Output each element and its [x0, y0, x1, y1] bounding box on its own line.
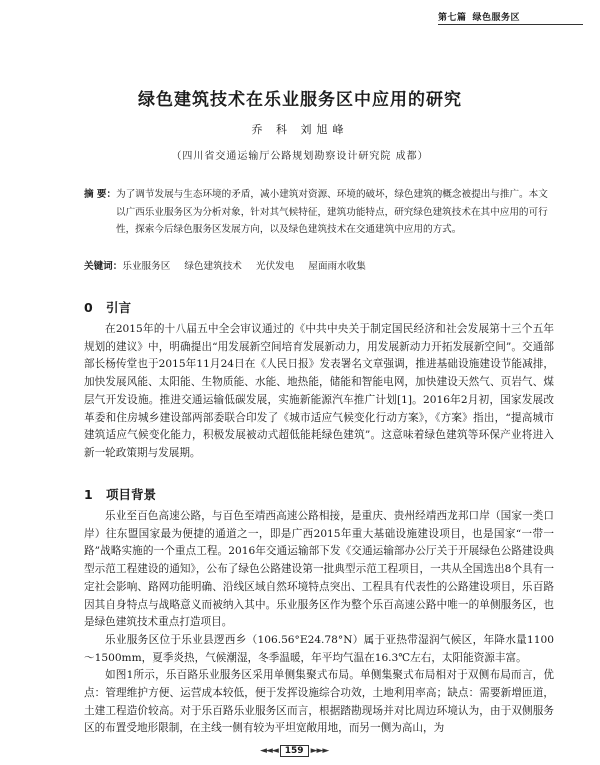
- paragraph: 如图1所示，乐百路乐业服务区采用单侧集聚式布局。单侧集聚式布局相对于双侧布局而言，优点：管理维护方便、运营成本较低，便于发挥设施综合功效，土地利用率高；缺点：需要新增匝道，土建工程造价较高。对于乐百路乐业服务区而言，根据踏勘现场并对比周边环境认为，由于双侧服务区的布置受地形限制，在主线一侧有较为平坦宽敞用地，而另一侧为高山，为: [84, 669, 554, 735]
- abstract-block: [84, 186, 550, 239]
- section-title: 项目背景: [106, 487, 157, 502]
- keywords-label: 关键词：: [84, 261, 123, 272]
- keyword: 光伏发电: [255, 261, 295, 272]
- abstract-text: 为了调节发展与生态环境的矛盾，减小建筑对资源、环境的破坏，绿色建筑的概念被提出与推广。本文以广西乐业服务区为分析对象，针对其气候特征，建筑功能特点，研究绿色建筑技术在其中应用的可行性，探索今后绿色服务区发展方向，以及绿色建筑技术在交通建筑中应用的方式。: [116, 189, 548, 235]
- running-header: [438, 10, 520, 23]
- keyword: 乐业服务区: [122, 261, 171, 272]
- keywords-block: [84, 258, 554, 275]
- paper-affiliation: （四川省交通运输厅公路规划勘察设计研究院 成都）: [171, 151, 429, 162]
- header-rule: [438, 24, 583, 25]
- folio-left-ornament: ◄◄◄: [260, 746, 278, 756]
- running-header-chapter: 第七篇: [438, 13, 467, 23]
- page-footer: [260, 746, 328, 756]
- paragraph: 乐业至百色高速公路，与百色至靖西高速公路相接，是重庆、贵州经靖西龙邦口岸（国家一类口岸）往东盟国家最为便捷的通道之一，即是广西2015年重大基础设施建设项目，也是国家“一带一路”战略实施的一个重点工程。2016年交通运输部下发《交通运输部办公厅关于开展绿色公路建设典型示范工程建设的通知》，公布了绿色公路建设第一批典型示范工程项目，一共从全国选出8个具有一定社会影响、路网功能明确、沿线区域自然环境特点突出、工程具有代表性的公路建设项目，乐百路因其自身特点与战略意义而被纳入其中。乐业服务区作为整个乐百高速公路中唯一的单侧服务区，也是绿色建筑技术重点打造项目。: [84, 510, 554, 629]
- section-heading-intro: [84, 298, 131, 316]
- folio-right-ornament: ►►►: [310, 746, 329, 756]
- paper-title: 绿色建筑技术在乐业服务区中应用的研究: [138, 90, 462, 110]
- section-title: 引言: [106, 300, 132, 315]
- background-body: [84, 508, 554, 738]
- abstract-label: 摘 要：: [84, 189, 117, 200]
- section-number: 0: [84, 300, 93, 315]
- paragraph: 在2015年的十八届五中全会审议通过的《中共中央关于制定国民经济和社会发展第十三个五年规划的建议》中，明确提出“用发展新空间培育发展新动力，用发展新动力开拓发展新空间”。交通部部长杨传堂也于2015年11月24日在《人民日报》发表署名文章强调，推进基础设施建设节能减排，加快发展风能、太阳能、生物质能、水能、地热能，储能和智能电网，加快建设天然气、页岩气、煤层气开发设施。推进交通运输低碳发展，实施新能源汽车推广计划[1]。2016年2月初，国家发展改革委和住房城乡建设部两部委联合印发了《城市适应气候变化行动方案》，《方案》指出，“提高城市建筑适应气候变化能力，积极发展被动式超低能耗绿色建筑”。这意味着绿色建筑等环保产业将进入新一轮政策期与发展期。: [84, 323, 554, 459]
- paragraph: 乐业服务区位于乐业县逻西乡（106.56°E24.78°N）属于亚热带湿润气候区，年降水量1100～1500mm，夏季炎热，气候潮湿，冬季温暖，年平均气温在16.3℃左右，太阳能资源丰富。: [84, 633, 554, 664]
- page-number: 159: [280, 745, 309, 757]
- running-header-section: 绿色服务区: [472, 13, 521, 23]
- keyword: 屋面雨水收集: [308, 261, 366, 272]
- section-number: 1: [84, 487, 93, 502]
- section-heading-background: [84, 485, 156, 503]
- paper-authors: 乔 科 刘旭峰: [251, 123, 349, 136]
- intro-body: [84, 321, 554, 463]
- keyword: 绿色建筑技术: [184, 261, 242, 272]
